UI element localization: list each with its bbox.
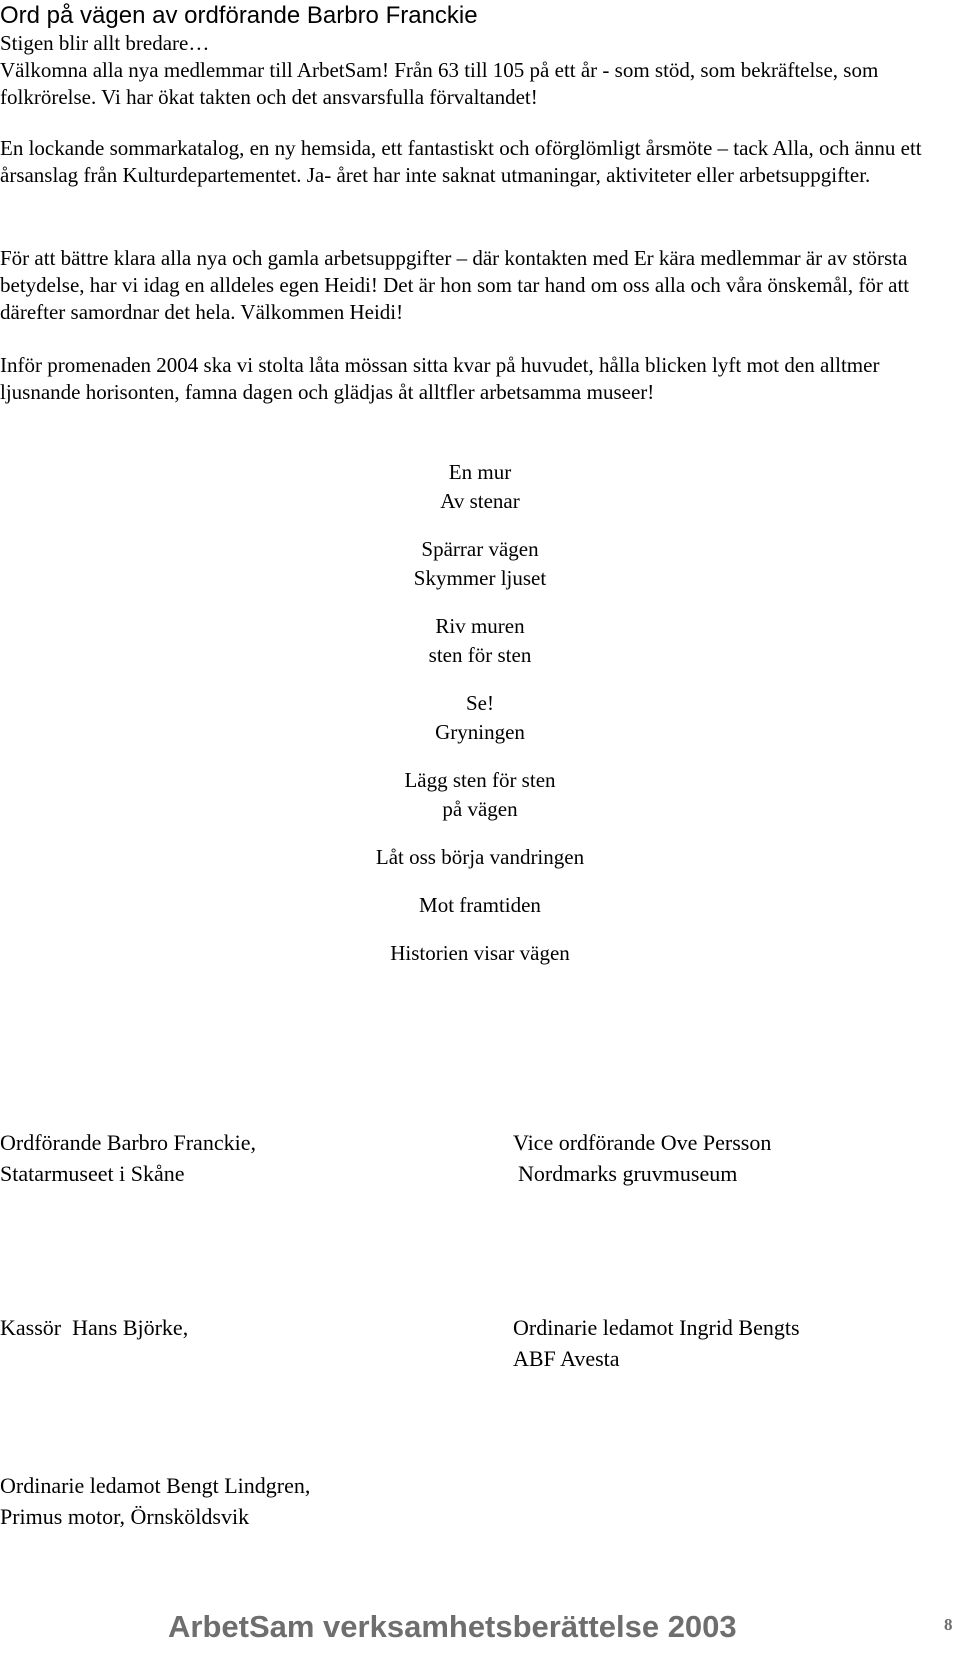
footer-title: ArbetSam verksamhetsberättelse 2003 bbox=[168, 1609, 737, 1644]
poem-line: Se! bbox=[466, 691, 494, 715]
poem-stanza bbox=[0, 458, 960, 516]
signature-member-bengts bbox=[513, 1312, 800, 1374]
poem-line: Riv muren bbox=[435, 614, 525, 638]
poem-line: Skymmer ljuset bbox=[413, 566, 547, 590]
poem-stanza bbox=[0, 766, 960, 824]
signature-org: Primus motor, Örnsköldsvik bbox=[0, 1504, 250, 1529]
signature-member-lindgren bbox=[0, 1470, 310, 1532]
poem-line: Gryningen bbox=[435, 720, 525, 744]
subtitle: Stigen blir allt bredare… bbox=[0, 31, 210, 55]
intro-paragraph bbox=[0, 30, 945, 111]
signature-org: ABF Avesta bbox=[513, 1346, 620, 1371]
paragraph-3: För att bättre klara alla nya och gamla arbetsuppgifter – där kontakten med Er kära medlemmar är av största betydelse, har vi idag en alldeles egen Heidi! Det är hon som tar hand om oss alla och våra önskemål, för att därefter samordnar det hela. Välkommen Heidi! bbox=[0, 246, 910, 324]
page-title: Ord på vägen av ordförande Barbro Franckie bbox=[0, 2, 478, 29]
signature-role: Ordinarie ledamot Ingrid Bengts bbox=[513, 1315, 800, 1340]
signature-treasurer bbox=[0, 1312, 188, 1343]
poem-stanza bbox=[0, 689, 960, 747]
signature-role: Vice ordförande Ove Persson bbox=[513, 1130, 772, 1155]
poem-line: sten för sten bbox=[428, 643, 532, 667]
poem-line: på vägen bbox=[442, 797, 518, 821]
poem-line: Låt oss börja vandringen bbox=[375, 845, 585, 869]
poem-line: Av stenar bbox=[440, 489, 520, 513]
poem-stanza bbox=[0, 843, 960, 872]
poem-line: Lägg sten för sten bbox=[404, 768, 556, 792]
poem-stanza bbox=[0, 891, 960, 920]
poem-stanza bbox=[0, 612, 960, 670]
poem-line: Mot framtiden bbox=[419, 893, 541, 917]
poem-stanza bbox=[0, 535, 960, 593]
signature-org: Statarmuseet i Skåne bbox=[0, 1161, 185, 1186]
poem-line: Spärrar vägen bbox=[421, 537, 539, 561]
signature-role: Kassör Hans Björke, bbox=[0, 1315, 189, 1340]
signature-chair bbox=[0, 1127, 256, 1189]
poem-stanza bbox=[0, 939, 960, 968]
poem bbox=[0, 458, 960, 987]
signature-role: Ordinarie ledamot Bengt Lindgren, bbox=[0, 1473, 311, 1498]
page-number: 8 bbox=[944, 1615, 953, 1634]
signature-role: Ordförande Barbro Franckie, bbox=[0, 1130, 256, 1155]
poem-line: Historien visar vägen bbox=[390, 941, 570, 965]
paragraph-1: Välkomna alla nya medlemmar till ArbetSam! Från 63 till 105 på ett år - som stöd, som bekräftelse, som folkrörelse. Vi har ökat takten och det ansvarsfulla förvaltandet! bbox=[0, 58, 879, 109]
poem-line: En mur bbox=[448, 460, 512, 484]
signature-org: Nordmarks gruvmuseum bbox=[518, 1161, 738, 1186]
signature-vice-chair bbox=[513, 1127, 771, 1189]
paragraph-4: Inför promenaden 2004 ska vi stolta låta mössan sitta kvar på huvudet, hålla blicken lyft mot den alltmer ljusnande horisonten, famna dagen och glädjas åt alltfler arbetsamma museer! bbox=[0, 353, 880, 404]
paragraph-2: En lockande sommarkatalog, en ny hemsida, ett fantastiskt och oförglömligt årsmöte – tack Alla, och ännu ett årsanslag från Kulturdepartementet. Ja- året har inte saknat utmaningar, aktiviteter eller arbetsuppgifter. bbox=[0, 136, 922, 187]
